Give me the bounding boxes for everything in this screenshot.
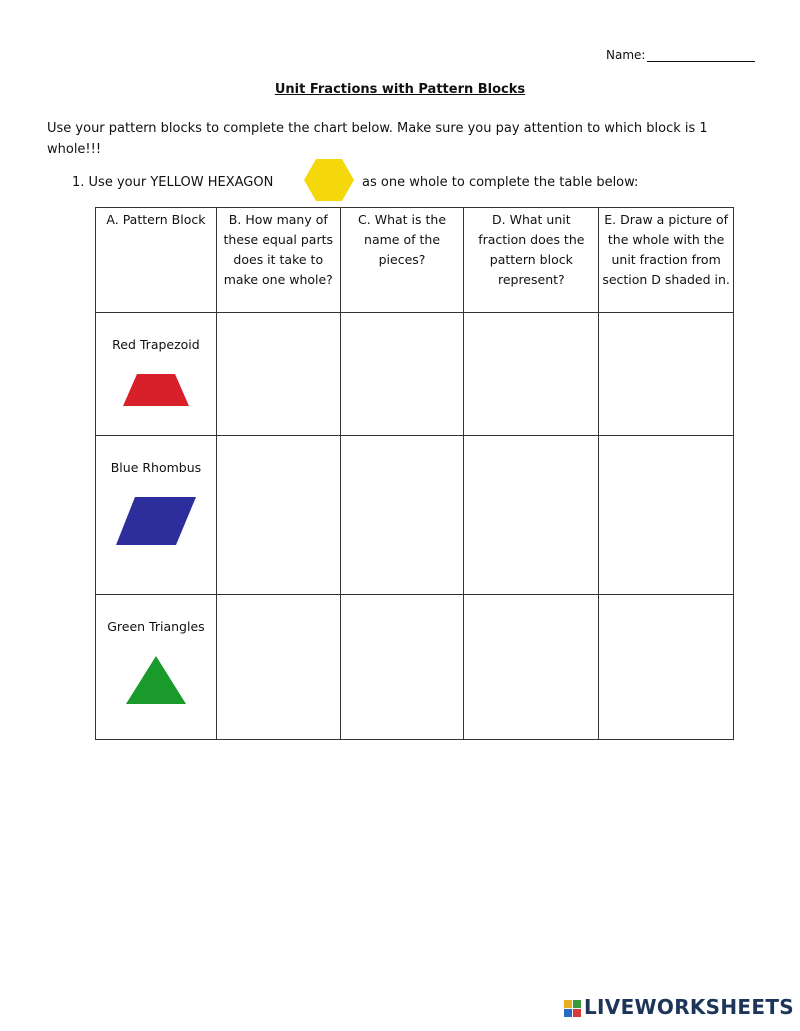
block-cell bbox=[96, 595, 217, 740]
block-label: Red Trapezoid bbox=[112, 337, 200, 352]
page-title: Unit Fractions with Pattern Blocks bbox=[274, 82, 526, 97]
blue-rhombus-icon bbox=[115, 496, 197, 546]
table-row bbox=[96, 313, 734, 436]
fractions-table bbox=[95, 207, 734, 740]
answer-cell-d[interactable] bbox=[464, 436, 599, 595]
instructions: Use your pattern blocks to complete the chart below. Make sure you pay attention to which block is 1 whole!!! bbox=[47, 121, 708, 157]
logo-squares-icon bbox=[564, 1000, 581, 1017]
answer-cell-c[interactable] bbox=[340, 595, 464, 740]
header-d: D. What unit fraction does the pattern block represent? bbox=[464, 208, 599, 313]
answer-cell-e[interactable] bbox=[599, 313, 734, 436]
question-1-text-end: as one whole to complete the table below: bbox=[362, 175, 639, 190]
name-field[interactable] bbox=[606, 48, 755, 62]
green-triangle-icon bbox=[125, 655, 187, 705]
block-label: Blue Rhombus bbox=[110, 460, 202, 475]
answer-cell-e[interactable] bbox=[599, 436, 734, 595]
table-header-row bbox=[96, 208, 734, 313]
answer-cell-c[interactable] bbox=[340, 436, 464, 595]
block-cell bbox=[96, 436, 217, 595]
answer-cell-b[interactable] bbox=[216, 313, 340, 436]
table-row bbox=[96, 436, 734, 595]
answer-cell-e[interactable] bbox=[599, 595, 734, 740]
header-c: C. What is the name of the pieces? bbox=[340, 208, 464, 313]
block-label: Green Triangles bbox=[107, 619, 205, 634]
header-e: E. Draw a picture of the whole with the unit fraction from section D shaded in. bbox=[599, 208, 734, 313]
header-b: B. How many of these equal parts does it take to make one whole? bbox=[216, 208, 340, 313]
logo-text: LIVEWORKSHEETS bbox=[584, 995, 795, 1019]
answer-cell-d[interactable] bbox=[464, 313, 599, 436]
name-label: Name: bbox=[606, 48, 646, 62]
name-line[interactable] bbox=[647, 49, 755, 62]
yellow-hexagon-icon bbox=[303, 158, 355, 202]
answer-cell-c[interactable] bbox=[340, 313, 464, 436]
answer-cell-d[interactable] bbox=[464, 595, 599, 740]
question-1-text: 1. Use your YELLOW HEXAGON bbox=[72, 175, 274, 190]
block-cell bbox=[96, 313, 217, 436]
table-row bbox=[96, 595, 734, 740]
answer-cell-b[interactable] bbox=[216, 436, 340, 595]
red-trapezoid-icon bbox=[121, 373, 191, 407]
header-a: A. Pattern Block bbox=[96, 208, 217, 313]
liveworksheets-logo bbox=[564, 995, 794, 1019]
answer-cell-b[interactable] bbox=[216, 595, 340, 740]
